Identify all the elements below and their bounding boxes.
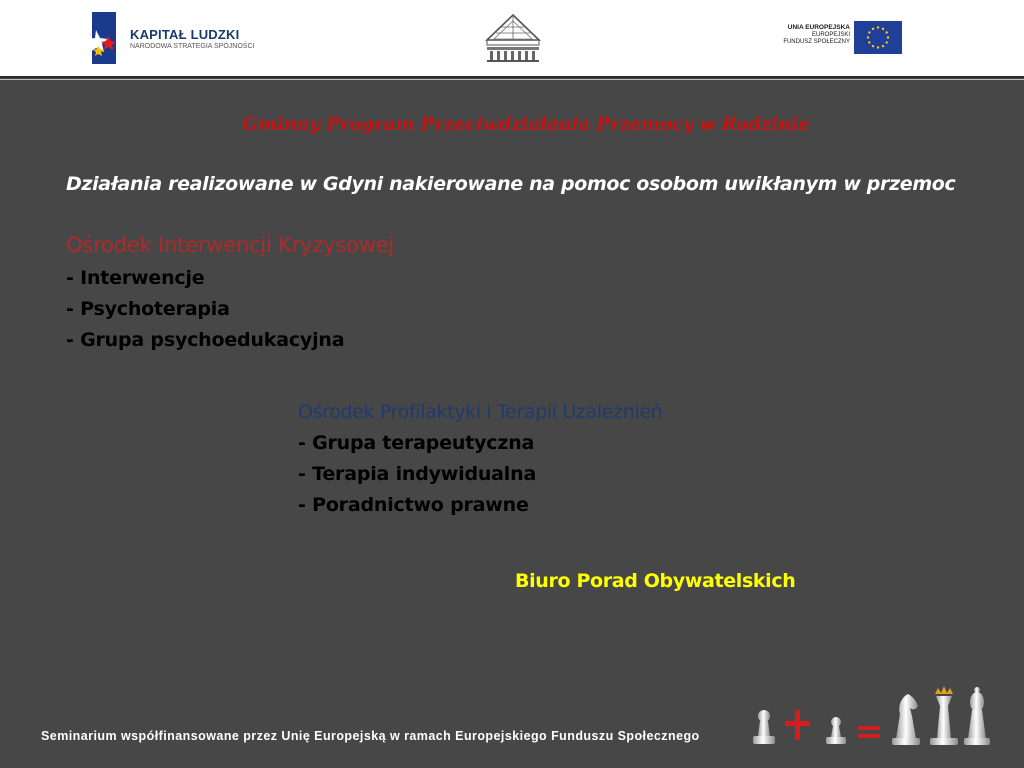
optu-list-item: - Terapia indywidualna (298, 463, 537, 485)
kapital-ludzki-subtitle: NARODOWA STRATEGIA SPÓJNOŚCI (130, 43, 255, 50)
eu-star (877, 46, 879, 48)
eu-logo-line1: UNIA EUROPEJSKA (787, 24, 850, 31)
eu-star (868, 31, 870, 33)
kapital-ludzki-logo (88, 10, 258, 66)
building-facade-icon (484, 12, 542, 62)
king-icon (930, 686, 958, 745)
eu-star (885, 31, 887, 33)
eu-star (887, 36, 889, 38)
eu-flag-icon (854, 21, 902, 54)
bishop-icon (964, 687, 990, 745)
bpo-heading: Biuro Porad Obywatelskich (515, 570, 796, 592)
header-band (0, 0, 1024, 76)
eu-logo-line3: FUNDUSZ SPOŁECZNY (783, 39, 850, 45)
eu-star (867, 36, 869, 38)
optu-list-item: - Poradnictwo prawne (298, 494, 529, 516)
eu-star (877, 26, 879, 28)
kapital-ludzki-star-mark (88, 12, 120, 64)
pawn-icon (753, 710, 775, 744)
eu-star (882, 45, 884, 47)
oik-list-item: - Interwencje (66, 267, 205, 289)
oik-list-item: - Grupa psychoedukacyjna (66, 329, 345, 351)
eu-star (885, 41, 887, 43)
eu-star (868, 41, 870, 43)
chess-pieces-equation-icon (748, 684, 998, 748)
eu-star (872, 45, 874, 47)
oik-heading: Ośrodek Interwencji Kryzysowej (66, 233, 395, 257)
eu-star (872, 28, 874, 30)
slide-subtitle: Działania realizowane w Gdyni nakierowane na pomoc osobom uwikłanym w przemoc (66, 173, 956, 195)
optu-heading: Ośrodek Profilaktyki i Terapii Uzależnień (298, 401, 663, 423)
kapital-ludzki-title: KAPITAŁ LUDZKI (130, 27, 240, 42)
equals-icon (858, 726, 880, 738)
pawn-icon (826, 717, 846, 744)
optu-list-item: - Grupa terapeutyczna (298, 432, 535, 454)
eu-star (882, 28, 884, 30)
footer-funding-note: Seminarium współfinansowane przez Unię Europejską w ramach Europejskiego Funduszu Społecznego (41, 729, 700, 743)
knight-icon (892, 694, 920, 745)
oik-list-item: - Psychoterapia (66, 298, 230, 320)
plus-icon (785, 710, 810, 740)
eu-logo-line2: EUROPEJSKI (811, 32, 850, 38)
eu-logo-text (770, 24, 850, 46)
program-title: Gminny Program Przeciwdziałania Przemocy w Rodzinie (242, 114, 810, 135)
header-divider-thin (0, 79, 1024, 80)
header-divider (0, 76, 1024, 78)
